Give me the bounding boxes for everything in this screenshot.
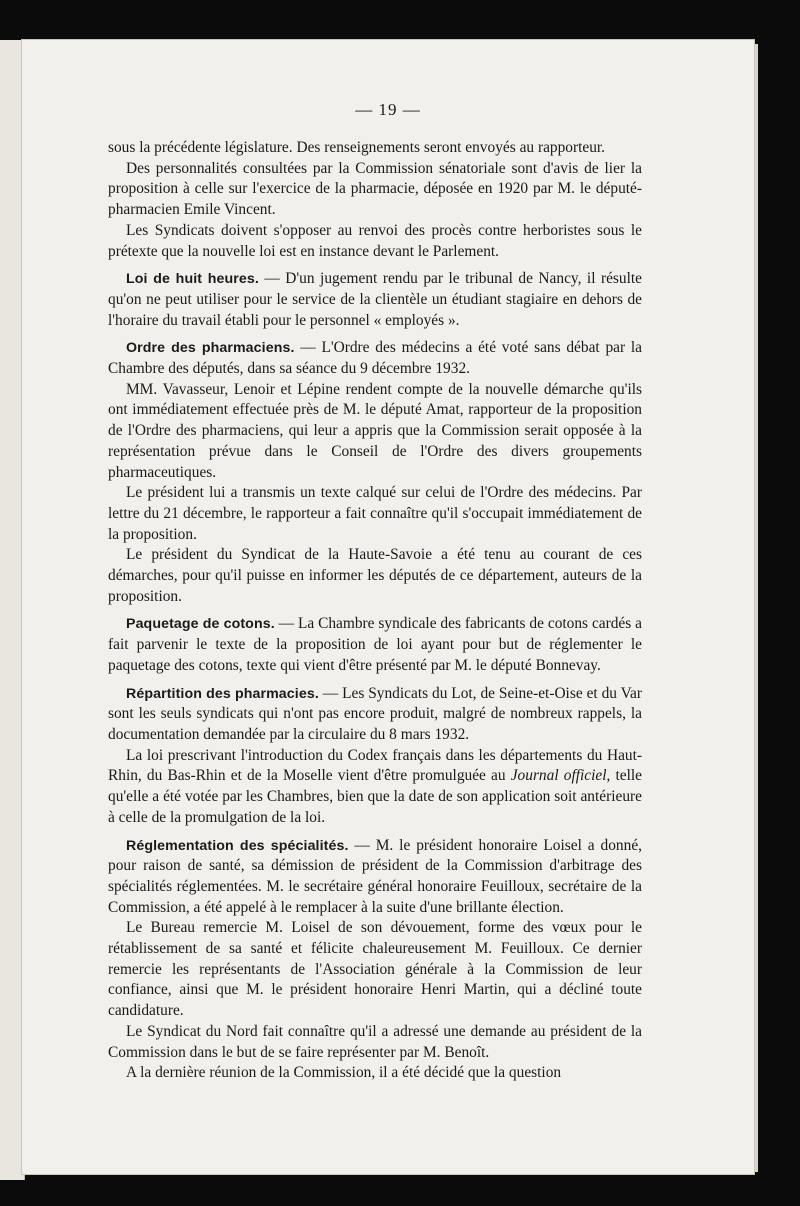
paragraph: A la dernière réunion de la Commission, il a été décidé que la question <box>126 1064 562 1082</box>
paragraph: Des personnalités consultées par la Commission sénatoriale sont d'avis de lier la proposition à celle sur l'exercice de la pharmacie, déposée en 1920 par M. le député-pharmacien Emile Vincent. <box>108 159 642 219</box>
section-heading: Répartition des pharmacies. <box>126 685 319 702</box>
section-heading: Réglementation des spécialités. <box>126 837 349 854</box>
section-heading: Paquetage de cotons. <box>126 616 275 633</box>
section-loi-huit-heures: Loi de huit heures. — D'un jugement rendu par le tribunal de Nancy, il résulte qu'on ne peut utiliser pour le service de la clientèle un étudiant stagiaire en dehors de l'horaire du travail établi pour le personnel « employés ». <box>108 270 642 329</box>
paragraph: Le Syndicat du Nord fait connaître qu'il a adressé une demande au président de la Commission dans le but de se faire représenter par M. Benoît. <box>108 1022 642 1061</box>
document-body <box>108 138 642 1084</box>
paragraph: Le président du Syndicat de la Haute-Savoie a été tenu au courant de ces démarches, pour qu'il puisse en informer les députés de ce département, auteurs de la proposition. <box>108 546 642 605</box>
section-repartition-pharmacies: Répartition des pharmacies. — Les Syndicats du Lot, de Seine-et-Oise et du Var sont les seuls syndicats qui n'ont pas encore produit, malgré de nombreux rappels, la documentation demandée par la circulaire du 8 mars 1932. <box>108 684 642 743</box>
section-ordre-pharmaciens: Ordre des pharmaciens. — L'Ordre des médecins a été voté sans débat par la Chambre des députés, dans sa séance du 9 décembre 1932. <box>108 339 642 378</box>
paragraph: sous la précédente législature. Des renseignements seront envoyés au rapporteur. <box>108 139 606 156</box>
paragraph: Les Syndicats doivent s'opposer au renvoi des procès contre herboristes sous le prétexte que la nouvelle loi est en instance devant le Parlement. <box>108 221 642 260</box>
paragraph: Le président lui a transmis un texte calqué sur celui de l'Ordre des médecins. Par lettre du 21 décembre, le rapporteur a fait connaître qu'il s'occupait immédiatement de la proposition. <box>108 484 642 543</box>
section-paquetage-cotons: Paquetage de cotons. — La Chambre syndicale des fabricants de cotons cardés a fait parvenir le texte de la proposition de loi ayant pour but de réglementer le paquetage des cotons, texte qui vient d'être présenté par M. le député Bonnevay. <box>108 615 642 674</box>
section-reglementation-specialites: Réglementation des spécialités. — M. le président honoraire Loisel a donné, pour raison de santé, sa démission de président de la Commission d'arbitrage des spécialités réglementées. M. le secrétaire général honoraire Feuilloux, secrétaire de la Commission, a été appelé à le remplacer à la suite d'une brillante élection. <box>108 836 642 916</box>
journal-title: Journal officiel <box>510 767 607 785</box>
page-number: — 19 — <box>355 100 421 119</box>
paragraph: Le Bureau remercie M. Loisel de son dévouement, forme des vœux pour le rétablissement de sa santé et félicite chaleureusement M. Feuilloux. Ce dernier remercie les représentants de l'Association générale à la Commission de leur confiance, ainsi que M. le président honoraire Henri Martin, qui a décliné toute candidature. <box>108 919 642 1020</box>
paragraph: MM. Vavasseur, Lenoir et Lépine rendent compte de la nouvelle démarche qu'ils ont immédiatement effectuée près de M. le député Amat, rapporteur de la proposition de l'Ordre des pharmaciens, qui leur a appris que la Commission serait opposée à la représentation prévue dans le Conseil de l'Ordre des divers groupements pharmaceutiques. <box>108 380 642 481</box>
section-heading: Loi de huit heures. <box>126 271 259 288</box>
section-heading: Ordre des pharmaciens. <box>126 340 295 357</box>
paragraph: La loi prescrivant l'introduction du Codex français dans les départements du Haut-Rhin, du Bas-Rhin et de la Moselle vient d'être promulguée au Journal officiel, telle qu'elle a été votée par les Chambres, bien que la date de son application soit antérieure à celle de la promulgation de la loi. <box>108 746 642 826</box>
